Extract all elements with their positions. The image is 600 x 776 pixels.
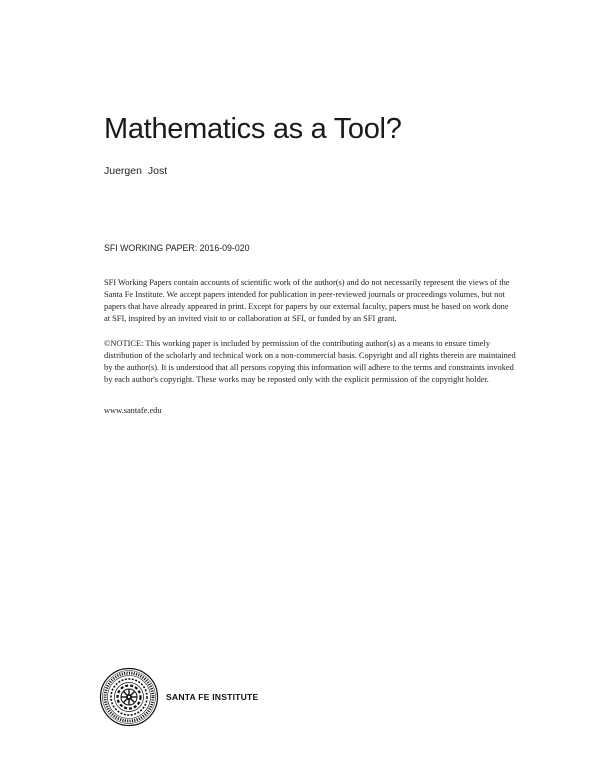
paper-title: Mathematics as a Tool? <box>104 113 402 145</box>
copyright-notice-paragraph: ©NOTICE: This working paper is included by permission of the contributing author(s) as a means to ensure timely distribution of the scholarly and technical work on a non-commercial basis. Copyright and all rights therein are maintained by the author(s). It is understood that all persons copying this information will adhere to the terms and constraints invoked by each author's copyright. These works may be reposted only with the explicit permission of the copyright holder. <box>104 339 516 384</box>
website-link[interactable]: www.santafe.edu <box>104 406 162 415</box>
working-paper-id: SFI WORKING PAPER: 2016-09-020 <box>104 243 250 253</box>
institute-footer <box>99 667 258 727</box>
author-name: Juergen Jost <box>104 165 168 177</box>
disclaimer-paragraph: SFI Working Papers contain accounts of scientific work of the author(s) and do not necessarily represent the views of the Santa Fe Institute. We accept papers intended for publication in peer-reviewed journals or proceedings volumes, but not papers that have already appeared in print. Except for papers by our external faculty, papers must be based on work done at SFI, inspired by an invited visit to or collaboration at SFI, or funded by an SFI grant. <box>104 278 510 323</box>
santa-fe-institute-seal-icon <box>99 667 159 727</box>
institute-name: SANTA FE INSTITUTE <box>166 692 259 702</box>
